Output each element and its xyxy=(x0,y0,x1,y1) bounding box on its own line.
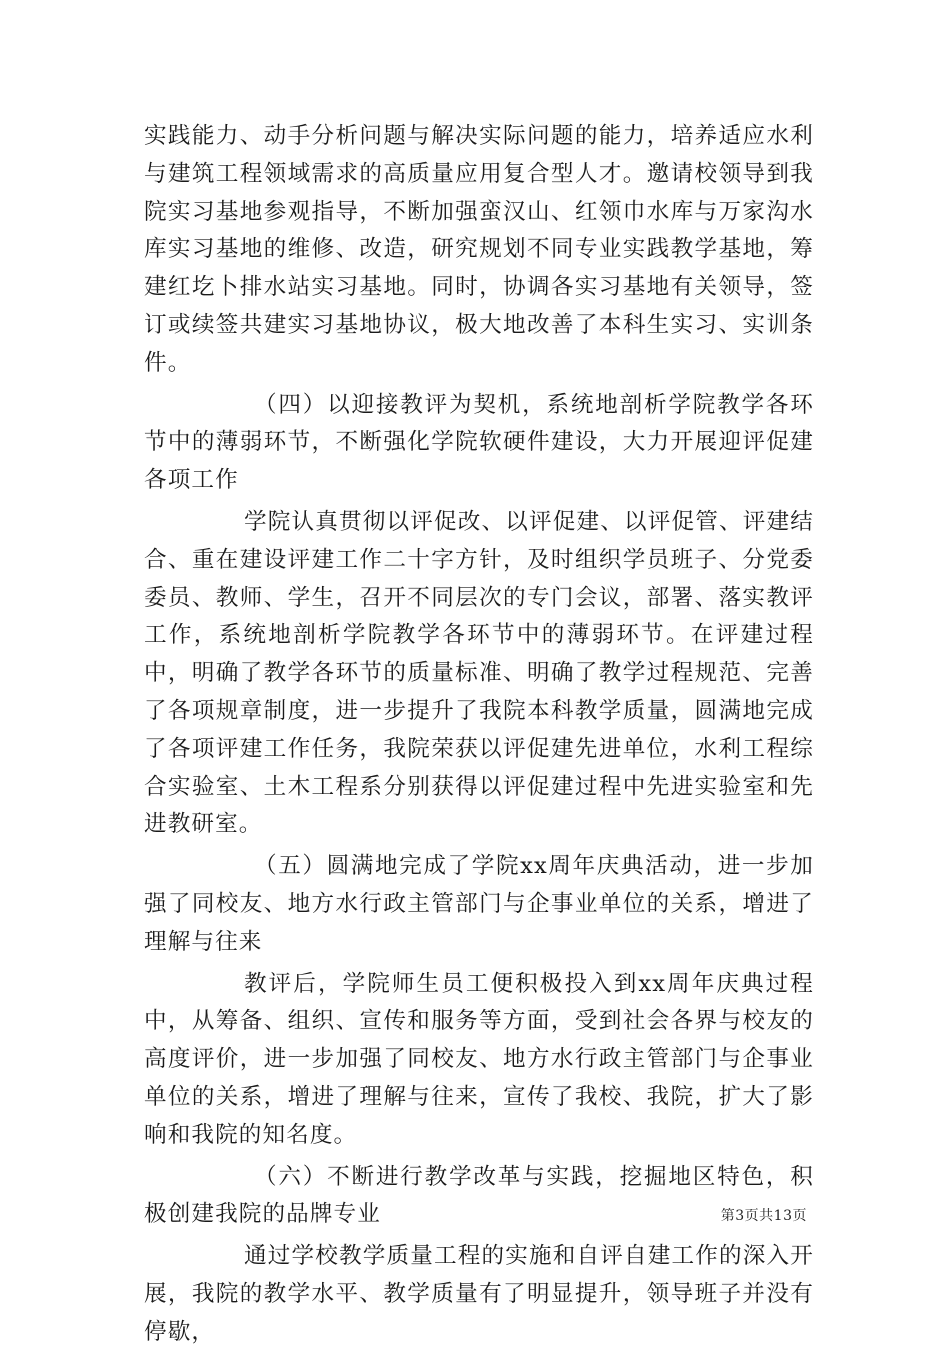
document-body xyxy=(144,118,814,1352)
page-number-footer: 第3页共13页 xyxy=(720,1208,807,1224)
paragraph-continuation: 实践能力、动手分析问题与解决实际问题的能力，培养适应水利与建筑工程领域需求的高质量应用复合型人才。邀请校领导到我院实习基地参观指导，不断加强蛮汉山、红领巾水库与万家沟水库实习基地的维修、改造，研究规划不同专业实践教学基地，筹建红圪卜排水站实习基地。同时，协调各实习基地有关领导，签订或续签共建实习基地协议，极大地改善了本科生实习、实训条件。 xyxy=(144,123,814,376)
section-heading-5: （五）圆满地完成了学院xx周年庆典活动，进一步加强了同校友、地方水行政主管部门与企事业单位的关系，增进了理解与往来 xyxy=(144,853,814,955)
paragraph-section-4: 学院认真贯彻以评促改、以评促建、以评促管、评建结合、重在建设评建工作二十字方针，及时组织学员班子、分党委委员、教师、学生，召开不同层次的专门会议，部署、落实教评工作，系统地剖析学院教学各环节中的薄弱环节。在评建过程中，明确了教学各环节的质量标准、明确了教学过程规范、完善了各项规章制度，进一步提升了我院本科教学质量，圆满地完成了各项评建工作任务，我院荣获以评促建先进单位，水利工程综合实验室、土木工程系分别获得以评促建过程中先进实验室和先进教研室。 xyxy=(144,508,814,838)
section-heading-6: （六）不断进行教学改革与实践，挖掘地区特色，积极创建我院的品牌专业 xyxy=(144,1163,814,1228)
paragraph-section-5: 教评后，学院师生员工便积极投入到xx周年庆典过程中，从筹备、组织、宣传和服务等方面，受到社会各界与校友的高度评价，进一步加强了同校友、地方水行政主管部门与企事业单位的关系，增进了理解与往来，宣传了我校、我院，扩大了影响和我院的知名度。 xyxy=(144,970,814,1148)
section-heading-4: （四）以迎接教评为契机，系统地剖析学院教学各环节中的薄弱环节，不断强化学院软硬件建设，大力开展迎评促建各项工作 xyxy=(144,391,814,494)
paragraph-section-6: 通过学校教学质量工程的实施和自评自建工作的深入开展，我院的教学水平、教学质量有了明显提升，领导班子并没有停歇， xyxy=(144,1243,814,1345)
